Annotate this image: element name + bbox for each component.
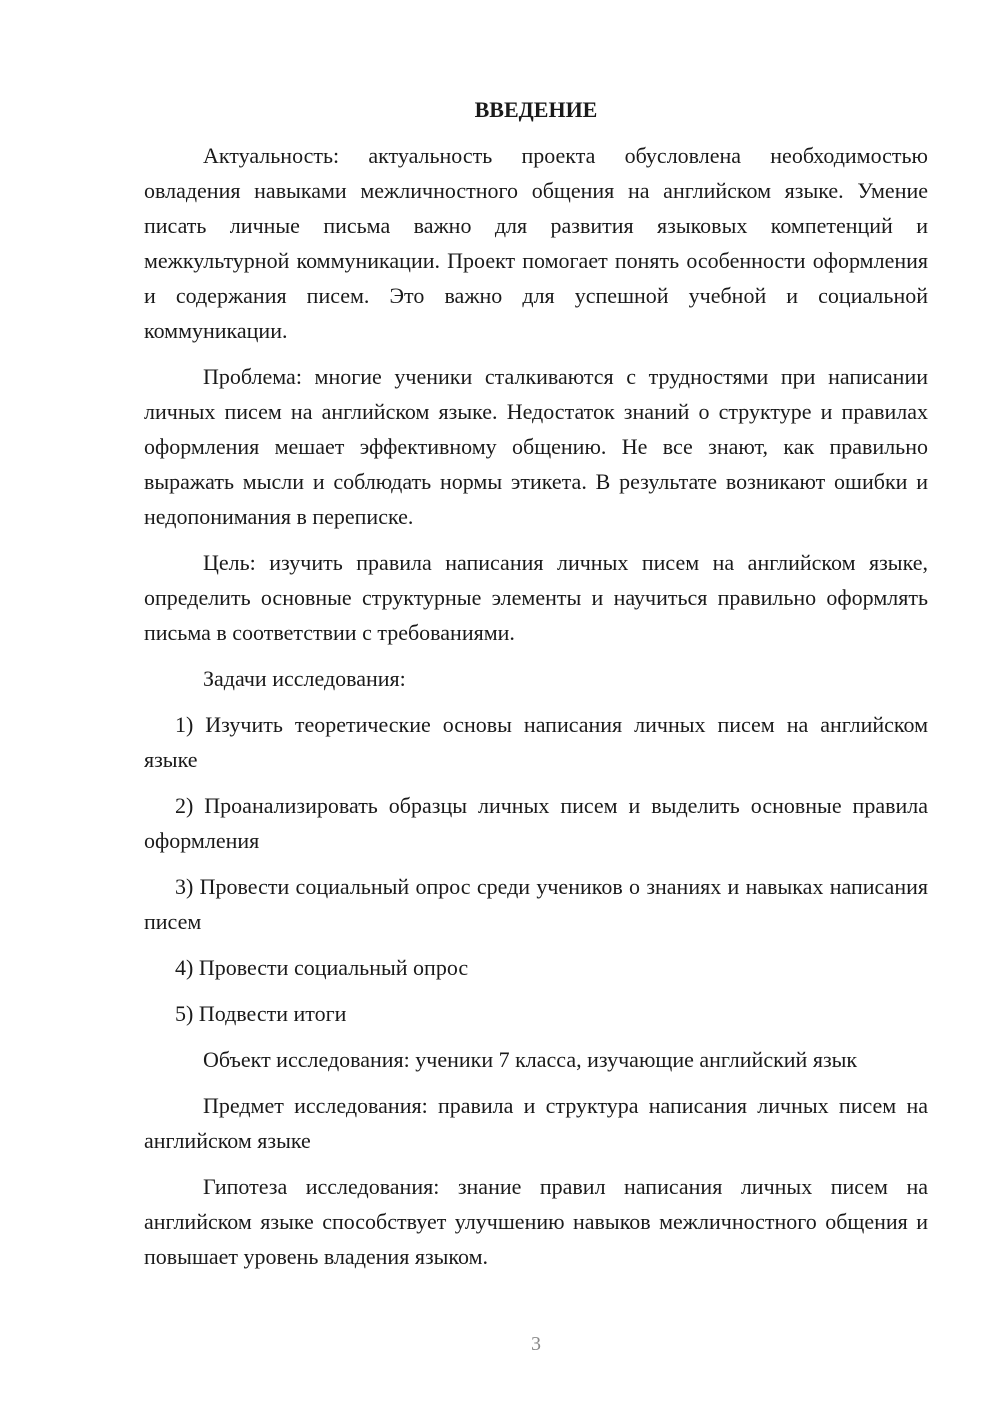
page-content — [144, 92, 928, 1285]
task-item-3: 3) Провести социальный опрос среди учеников о знаниях и навыках написания писем — [144, 874, 928, 934]
goal-paragraph: Цель: изучить правила написания личных писем на английском языке, определить основные структурные элементы и научиться правильно оформлять письма в соответствии с требованиями. — [144, 550, 928, 645]
task-item-1: 1) Изучить теоретические основы написания личных писем на английском языке — [144, 712, 928, 772]
subject-paragraph: Предмет исследования: правила и структура написания личных писем на английском языке — [144, 1093, 928, 1153]
problem-paragraph: Проблема: многие ученики сталкиваются с трудностями при написании личных писем на английском языке. Недостаток знаний о структуре и правилах оформления мешает эффективному общению. Не все знают, как правильно выражать мысли и соблюдать нормы этикета. В результате возникают ошибки и недопонимания в переписке. — [144, 364, 928, 529]
task-item-4: 4) Провести социальный опрос — [175, 955, 469, 980]
task-item-5: 5) Подвести итоги — [175, 1001, 347, 1026]
object-paragraph: Объект исследования: ученики 7 класса, изучающие английский язык — [203, 1047, 858, 1072]
page-title: ВВЕДЕНИЕ — [474, 97, 598, 122]
tasks-heading: Задачи исследования: — [203, 666, 406, 691]
page-number: 3 — [531, 1333, 541, 1355]
hypothesis-paragraph: Гипотеза исследования: знание правил написания личных писем на английском языке способствует улучшению навыков межличностного общения и повышает уровень владения языком. — [144, 1174, 928, 1269]
relevance-paragraph: Актуальность: актуальность проекта обусловлена необходимостью овладения навыками межличностного общения на английском языке. Умение писать личные письма важно для развития языковых компетенций и межкультурной коммуникации. Проект помогает понять особенности оформления и содержания писем. Это важно для успешной учебной и социальной коммуникации. — [144, 143, 928, 343]
task-item-2: 2) Проанализировать образцы личных писем и выделить основные правила оформления — [144, 793, 928, 853]
